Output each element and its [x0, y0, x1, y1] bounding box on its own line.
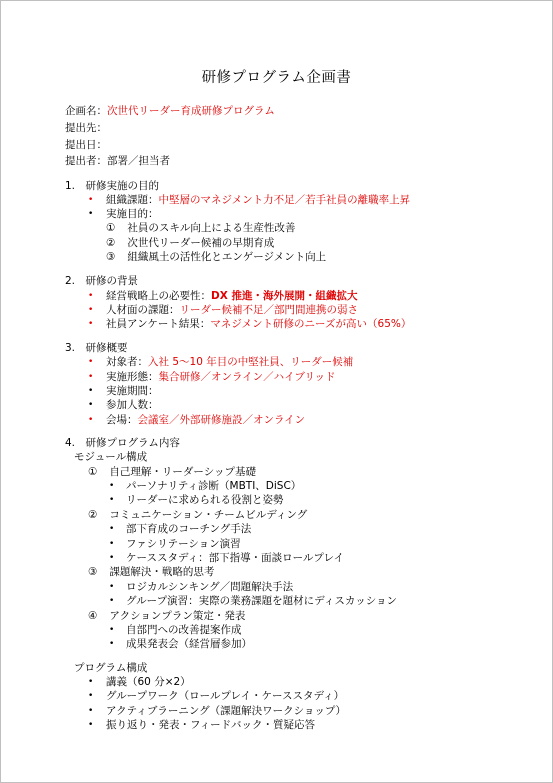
survey-label: 社員アンケート結果：: [106, 318, 211, 330]
bullet-icon: •: [88, 319, 94, 329]
bullet-icon: •: [109, 639, 115, 649]
program-item: 振り返り・発表・フィードバック・質疑応答: [106, 719, 315, 731]
program-item: アクティブラーニング（課題解決ワークショップ）: [106, 705, 347, 717]
period-label: 実施期間：: [106, 385, 159, 397]
module-title-text: コミュニケーション・チームビルディング: [109, 509, 308, 521]
module-title-text: 課題解決・戦略的思考: [109, 566, 215, 578]
bullet-icon: •: [88, 209, 94, 219]
section-2-heading: 2. 研修の背景: [65, 275, 139, 287]
module-item: ロジカルシンキング／問題解決手法: [126, 581, 294, 593]
submitter: 提出者：部署／担当者: [65, 155, 170, 167]
section-3-heading: 3. 研修概要: [65, 342, 128, 354]
module-title-text: アクションプラン策定・発表: [109, 610, 246, 622]
purpose-text: 次世代リーダー候補の早期育成: [127, 237, 275, 249]
purpose-item: [106, 221, 295, 235]
venue-row: [106, 413, 305, 427]
module-title: [88, 508, 307, 522]
module-number: ①: [88, 466, 98, 478]
module-title: [88, 565, 214, 579]
purpose-item: [106, 250, 326, 264]
hr-issue-row: [106, 303, 358, 317]
module-item: 部下育成のコーチング手法: [126, 523, 252, 535]
module-title-text: 自己理解・リーダーシップ基礎: [109, 466, 257, 478]
section-4-heading: 4. 研修プログラム内容: [65, 437, 180, 449]
bullet-icon: •: [88, 372, 94, 382]
format-value: 集合研修／オンライン／ハイブリッド: [158, 371, 336, 383]
org-issue-row: [106, 193, 410, 207]
purpose-number: ③: [106, 251, 116, 263]
hr-issue-label: 人材面の課題：: [106, 304, 180, 316]
bullet-icon: •: [88, 400, 94, 410]
format-label: 実施形態：: [106, 371, 159, 383]
plan-name-label: 企画名：: [65, 105, 107, 117]
strategy-label: 経営戦略上の必要性：: [106, 290, 211, 302]
submit-date: 提出日：: [65, 139, 107, 151]
bullet-icon: •: [109, 495, 115, 505]
bullet-icon: •: [88, 677, 94, 687]
bullet-icon: •: [109, 553, 115, 563]
bullet-icon: •: [109, 481, 115, 491]
submit-to: 提出先：: [65, 122, 107, 134]
venue-value: 会議室／外部研修施設／オンライン: [137, 414, 306, 426]
module-item: グループ演習：実際の業務課題を題材にディスカッション: [126, 595, 398, 607]
module-item: 成果発表会（経営層参加）: [126, 638, 252, 650]
org-issue-value: 中堅層のマネジメント力不足／若手社員の離職率上昇: [158, 194, 411, 206]
module-number: ③: [88, 566, 98, 578]
program-heading: プログラム構成: [74, 662, 148, 674]
bullet-icon: •: [109, 582, 115, 592]
module-title: [88, 609, 245, 623]
purpose-item: [106, 236, 274, 250]
program-item: 講義（60 分×2）: [106, 676, 191, 688]
bullet-icon: •: [88, 357, 94, 367]
module-item: パーソナリティ診断（MBTI、DiSC）: [126, 480, 302, 492]
module-item: リーダーに求められる役割と姿勢: [126, 494, 284, 506]
module-item: ケーススタディ：部下指導・面談ロールプレイ: [126, 552, 344, 564]
module-heading: モジュール構成: [74, 451, 148, 463]
plan-name-row: [65, 104, 275, 118]
module-item: ファシリテーション演習: [126, 538, 241, 550]
target-value: 入社 5〜10 年目の中堅社員、リーダー候補: [148, 356, 354, 368]
survey-row: [106, 317, 411, 331]
bullet-icon: •: [109, 539, 115, 549]
bullet-icon: •: [88, 415, 94, 425]
purpose-label: 実施目的：: [106, 208, 159, 220]
module-item: 自部門への改善提案作成: [126, 624, 242, 636]
bullet-icon: •: [88, 691, 94, 701]
target-label: 対象者：: [106, 356, 148, 368]
bullet-icon: •: [88, 195, 94, 205]
module-number: ④: [88, 610, 98, 622]
bullet-icon: •: [88, 305, 94, 315]
document-title: 研修プログラム企画書: [201, 70, 352, 86]
venue-label: 会場：: [106, 414, 138, 426]
bullet-icon: •: [88, 720, 94, 730]
purpose-text: 社員のスキル向上による生産性改善: [127, 222, 296, 234]
bullet-icon: •: [88, 291, 94, 301]
module-number: ②: [88, 509, 98, 521]
plan-name-value: 次世代リーダー育成研修プログラム: [107, 105, 275, 117]
hr-issue-value: リーダー候補不足／部門間連携の弱さ: [179, 304, 358, 316]
target-row: [106, 355, 353, 369]
bullet-icon: •: [109, 596, 115, 606]
strategy-row: [106, 289, 357, 303]
purpose-number: ②: [106, 237, 116, 249]
bullet-icon: •: [109, 524, 115, 534]
count-label: 参加人数：: [106, 399, 159, 411]
org-issue-label: 組織課題：: [106, 194, 159, 206]
format-row: [106, 370, 336, 384]
bullet-icon: •: [109, 625, 115, 635]
module-title: [88, 465, 256, 479]
strategy-value: DX 推進・海外展開・組織拡大: [211, 290, 358, 302]
program-item: グループワーク（ロールプレイ・ケーススタディ）: [106, 690, 345, 702]
purpose-text: 組織風土の活性化とエンゲージメント向上: [127, 251, 327, 263]
survey-value: マネジメント研修のニーズが高い（65%）: [210, 318, 412, 330]
section-1-heading: 1. 研修実施の目的: [65, 180, 160, 192]
bullet-icon: •: [88, 386, 94, 396]
bullet-icon: •: [88, 706, 94, 716]
purpose-number: ①: [106, 222, 116, 234]
